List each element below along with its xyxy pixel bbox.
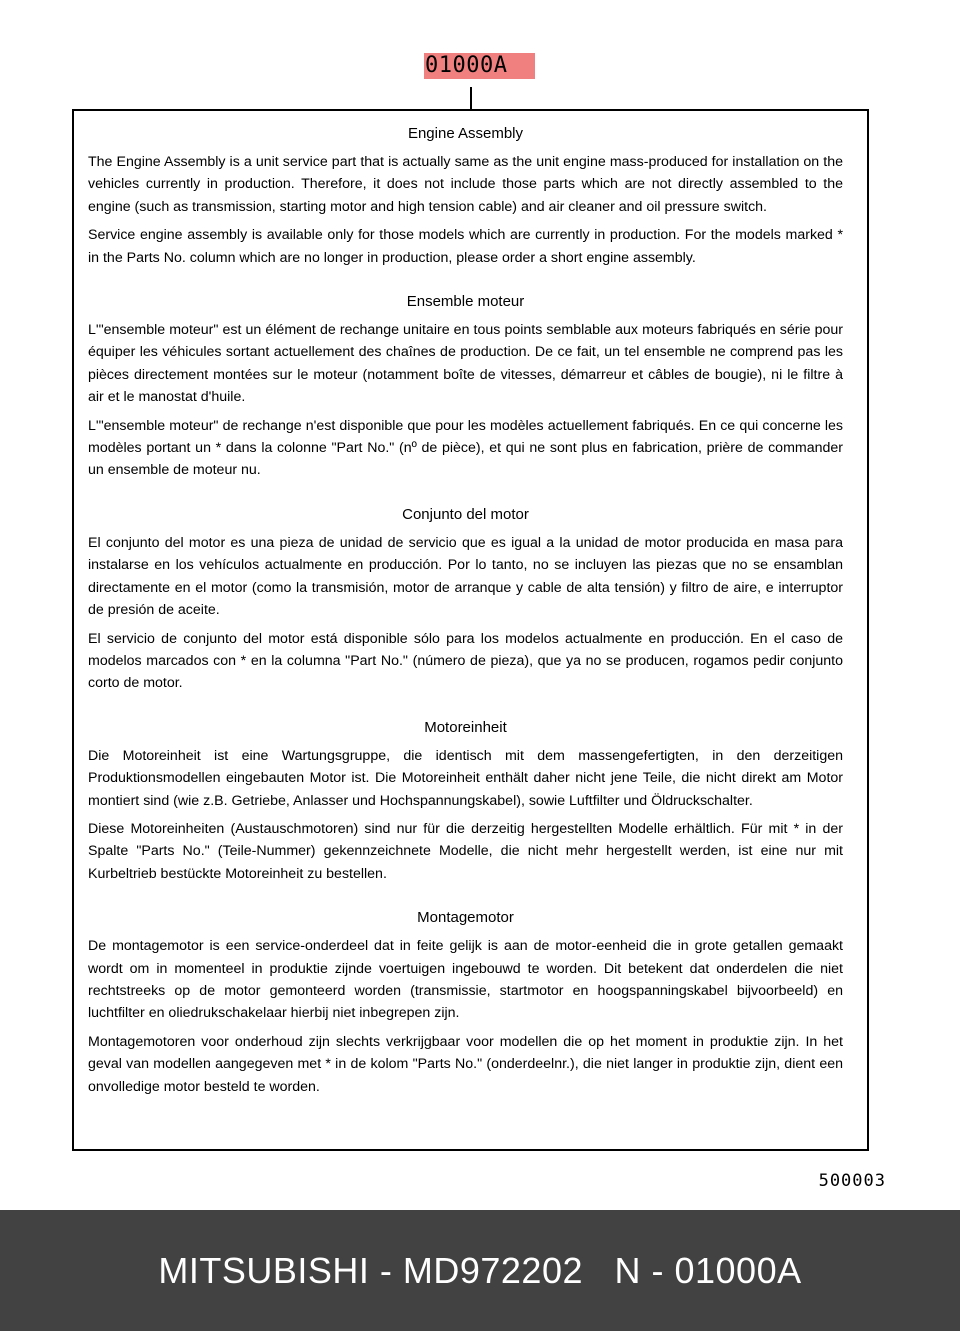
section-title: Montagemotor xyxy=(417,909,514,927)
section-french xyxy=(88,293,843,482)
section-paragraph: El conjunto del motor es una pieza de unidad de servicio que es igual a la unidad de motor producida en masa para instalarse en los vehículos actualmente en producción. Por lo tanto, no se incluyen las piezas que no se ensamblan directamente en el motor (como la transmisión, motor de arranque y cable de alta tensión) y filtro de aire, e interruptor de presión de aceite. xyxy=(88,534,843,619)
section-title: Motoreinheit xyxy=(424,718,507,736)
part-callout-label: 01000A xyxy=(424,53,535,79)
section-spanish xyxy=(88,506,843,695)
section-paragraph: Die Motoreinheit ist eine Wartungsgruppe, die identisch mit dem massengefertigten, in den derzeitigen Produktionsmodellen eingebauten Motor ist. Die Motoreinheit enthält daher nicht jene Teile, die nicht direkt am Motor montiert sind (wie z.B. Getriebe, Anlasser und Hochspannungskabel), sowie Luftfilter und Öldruckschalter. xyxy=(88,747,843,809)
section-paragraph: L'"ensemble moteur" est un élément de rechange unitaire en tous points semblable aux moteurs fabriqués en série pour équiper les véhicules sortant actuellement des chaînes de production. De ce fait, un tel ensemble ne comprend pas les pièces directement montées sur le moteur (notamment boîte de vitesses, démarreur et câbles de bougie), ni le filtre à air et le manostat d'huile. xyxy=(88,322,843,406)
notice-sections xyxy=(88,125,843,1104)
callout-leader-line xyxy=(470,87,472,109)
section-paragraph: El servicio de conjunto del motor está disponible sólo para los modelos actualmente en producción. En el caso de modelos marcados con * en la columna "Part No." (número de pieza), que ya no se producen, rogamos pedir conjunto corto de motor. xyxy=(88,630,843,692)
section-paragraph: The Engine Assembly is a unit service part that is actually same as the unit engine mass-produced for installation on the vehicles currently in production. Therefore, it does not include those parts which are not directly assembled to the engine (such as transmission, starting motor and high tension cable) and air cleaner and oil pressure switch. xyxy=(88,154,843,215)
section-paragraph: Diese Motoreinheiten (Austauschmotoren) sind nur für die derzeitig hergestellten Modelle erhältlich. Für mit * in der Spalte "Parts No." (Teile-Nummer) gekennzeichnete Modelle, die nicht mehr hergestellt werden, ist eine nur mit Kurbeltrieb bestückte Motoreinheit zu bestellen. xyxy=(88,820,843,882)
section-title: Engine Assembly xyxy=(407,125,524,142)
notice-box xyxy=(72,109,869,1151)
section-title: Ensemble moteur xyxy=(406,293,525,311)
section-paragraph: Montagemotoren voor onderhoud zijn slechts verkrijgbaar voor modellen die op het moment in produktie zijn. In het geval van modellen aangegeven met * in de kolom "Parts No." (onderdeelnr.), die niet langer in produktie zijn, dient een onvolledige motor besteld te worden. xyxy=(88,1033,843,1095)
section-dutch xyxy=(88,909,843,1098)
section-paragraph: L'"ensemble moteur" de rechange n'est disponible que pour les modèles actuellement fabriqués. En ce qui concerne les modèles portant un * dans la colonne "Part No." (nº de pièce), et qui ne sont plus en fabrication, prière de commander un ensemble de moteur nu. xyxy=(88,417,843,479)
section-title: Conjunto del motor xyxy=(402,505,529,523)
footer-banner xyxy=(0,1210,960,1331)
section-paragraph: De montagemotor is een service-onderdeel dat in feite gelijk is aan de motor-eenheid die in grote getallen gemaakt wordt om in momenteel in produktie zijnde voertuigen ingebouwd te worden. Dit betekent dat onderdelen die niet rechtstreeks op de motor gemonteerd worden (transmissie, startmotor en hoogspanningskabel bijvoorbeeld) en luchtfilter en oliedrukschakelaar hierbij niet inbegrepen zijn. xyxy=(88,938,843,1022)
section-paragraph: Service engine assembly is available only for those models which are currently in production. For the models marked * in the Parts No. column which are no longer in production, please order a short engine assembly. xyxy=(88,227,843,266)
section-german xyxy=(88,719,843,885)
section-english xyxy=(88,125,843,269)
footer-part-caption: MITSUBISHI - MD972202 N - 01000A xyxy=(158,1249,802,1291)
page-code: 500003 xyxy=(818,1171,886,1191)
